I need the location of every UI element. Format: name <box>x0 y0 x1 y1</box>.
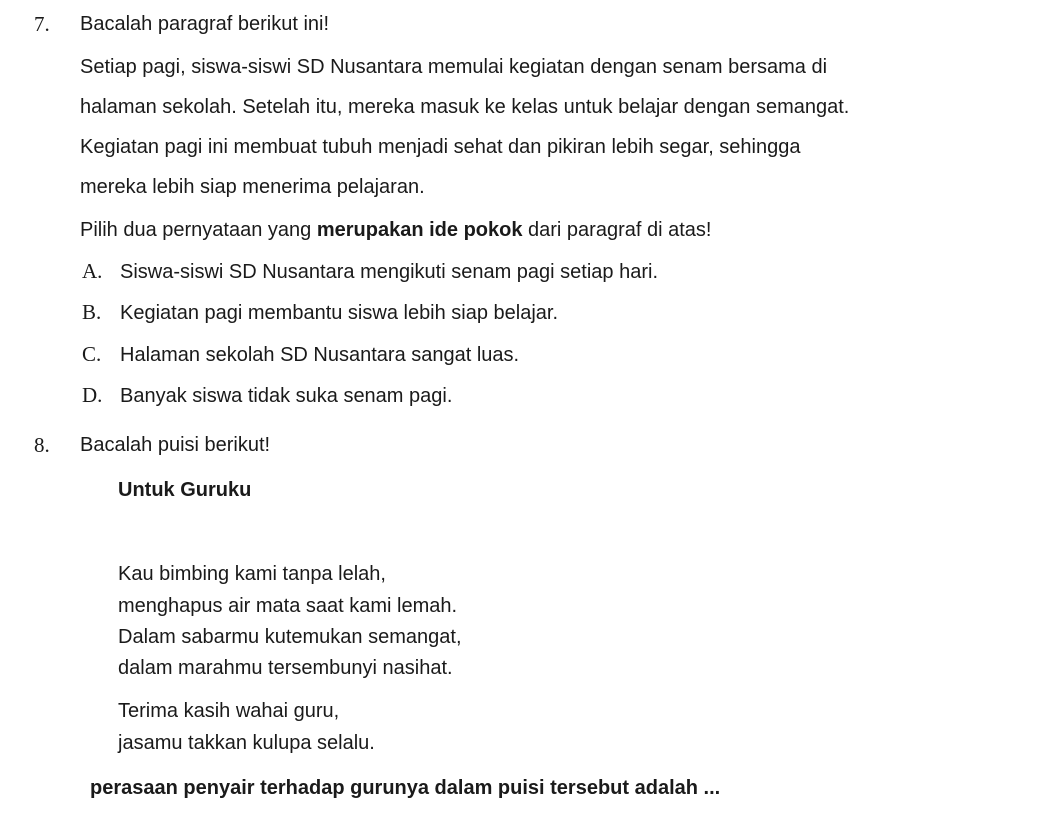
poem-line: jasamu takkan kulupa selalu. <box>118 732 375 754</box>
option-c[interactable] <box>82 342 519 367</box>
question-7-prompt <box>80 218 711 242</box>
option-d[interactable] <box>82 383 452 408</box>
poem-line: dalam marahmu tersembunyi nasihat. <box>118 657 453 679</box>
question-8-prompt: perasaan penyair terhadap gurunya dalam puisi tersebut adalah ... <box>90 777 721 799</box>
poem-line: Terima kasih wahai guru, <box>118 700 340 722</box>
option-letter: B. <box>82 300 102 324</box>
option-text: Banyak siswa tidak suka senam pagi. <box>120 385 453 407</box>
option-b[interactable] <box>82 300 558 325</box>
prompt-text-pre: Pilih dua pernyataan yang <box>80 219 317 241</box>
option-letter: D. <box>82 383 103 407</box>
paragraph-line: Setiap pagi, siswa-siswi SD Nusantara memulai kegiatan dengan senam bersama di <box>80 56 828 78</box>
question-7-instruction: Bacalah paragraf berikut ini! <box>80 13 330 35</box>
question-8-number: 8. <box>34 433 50 457</box>
option-text: Kegiatan pagi membantu siswa lebih siap belajar. <box>120 302 559 324</box>
paragraph-line: mereka lebih siap menerima pelajaran. <box>80 176 425 198</box>
paragraph-line: halaman sekolah. Setelah itu, mereka masuk ke kelas untuk belajar dengan semangat. <box>80 96 850 118</box>
option-text: Siswa-siswi SD Nusantara mengikuti senam pagi setiap hari. <box>120 261 659 283</box>
poem-line: Dalam sabarmu kutemukan semangat, <box>118 626 462 648</box>
question-7-number: 7. <box>34 12 50 36</box>
poem-line: Kau bimbing kami tanpa lelah, <box>118 563 386 585</box>
option-letter: A. <box>82 259 103 283</box>
poem-title: Untuk Guruku <box>118 479 252 501</box>
paragraph-line: Kegiatan pagi ini membuat tubuh menjadi sehat dan pikiran lebih segar, sehingga <box>80 136 801 158</box>
option-letter: C. <box>82 342 102 366</box>
option-text: Halaman sekolah SD Nusantara sangat luas. <box>120 344 520 366</box>
poem-line: menghapus air mata saat kami lemah. <box>118 595 458 617</box>
question-8-instruction: Bacalah puisi berikut! <box>80 434 271 456</box>
option-a[interactable] <box>82 259 658 284</box>
prompt-text-post: dari paragraf di atas! <box>522 219 712 241</box>
prompt-text-bold: merupakan ide pokok <box>316 219 523 241</box>
